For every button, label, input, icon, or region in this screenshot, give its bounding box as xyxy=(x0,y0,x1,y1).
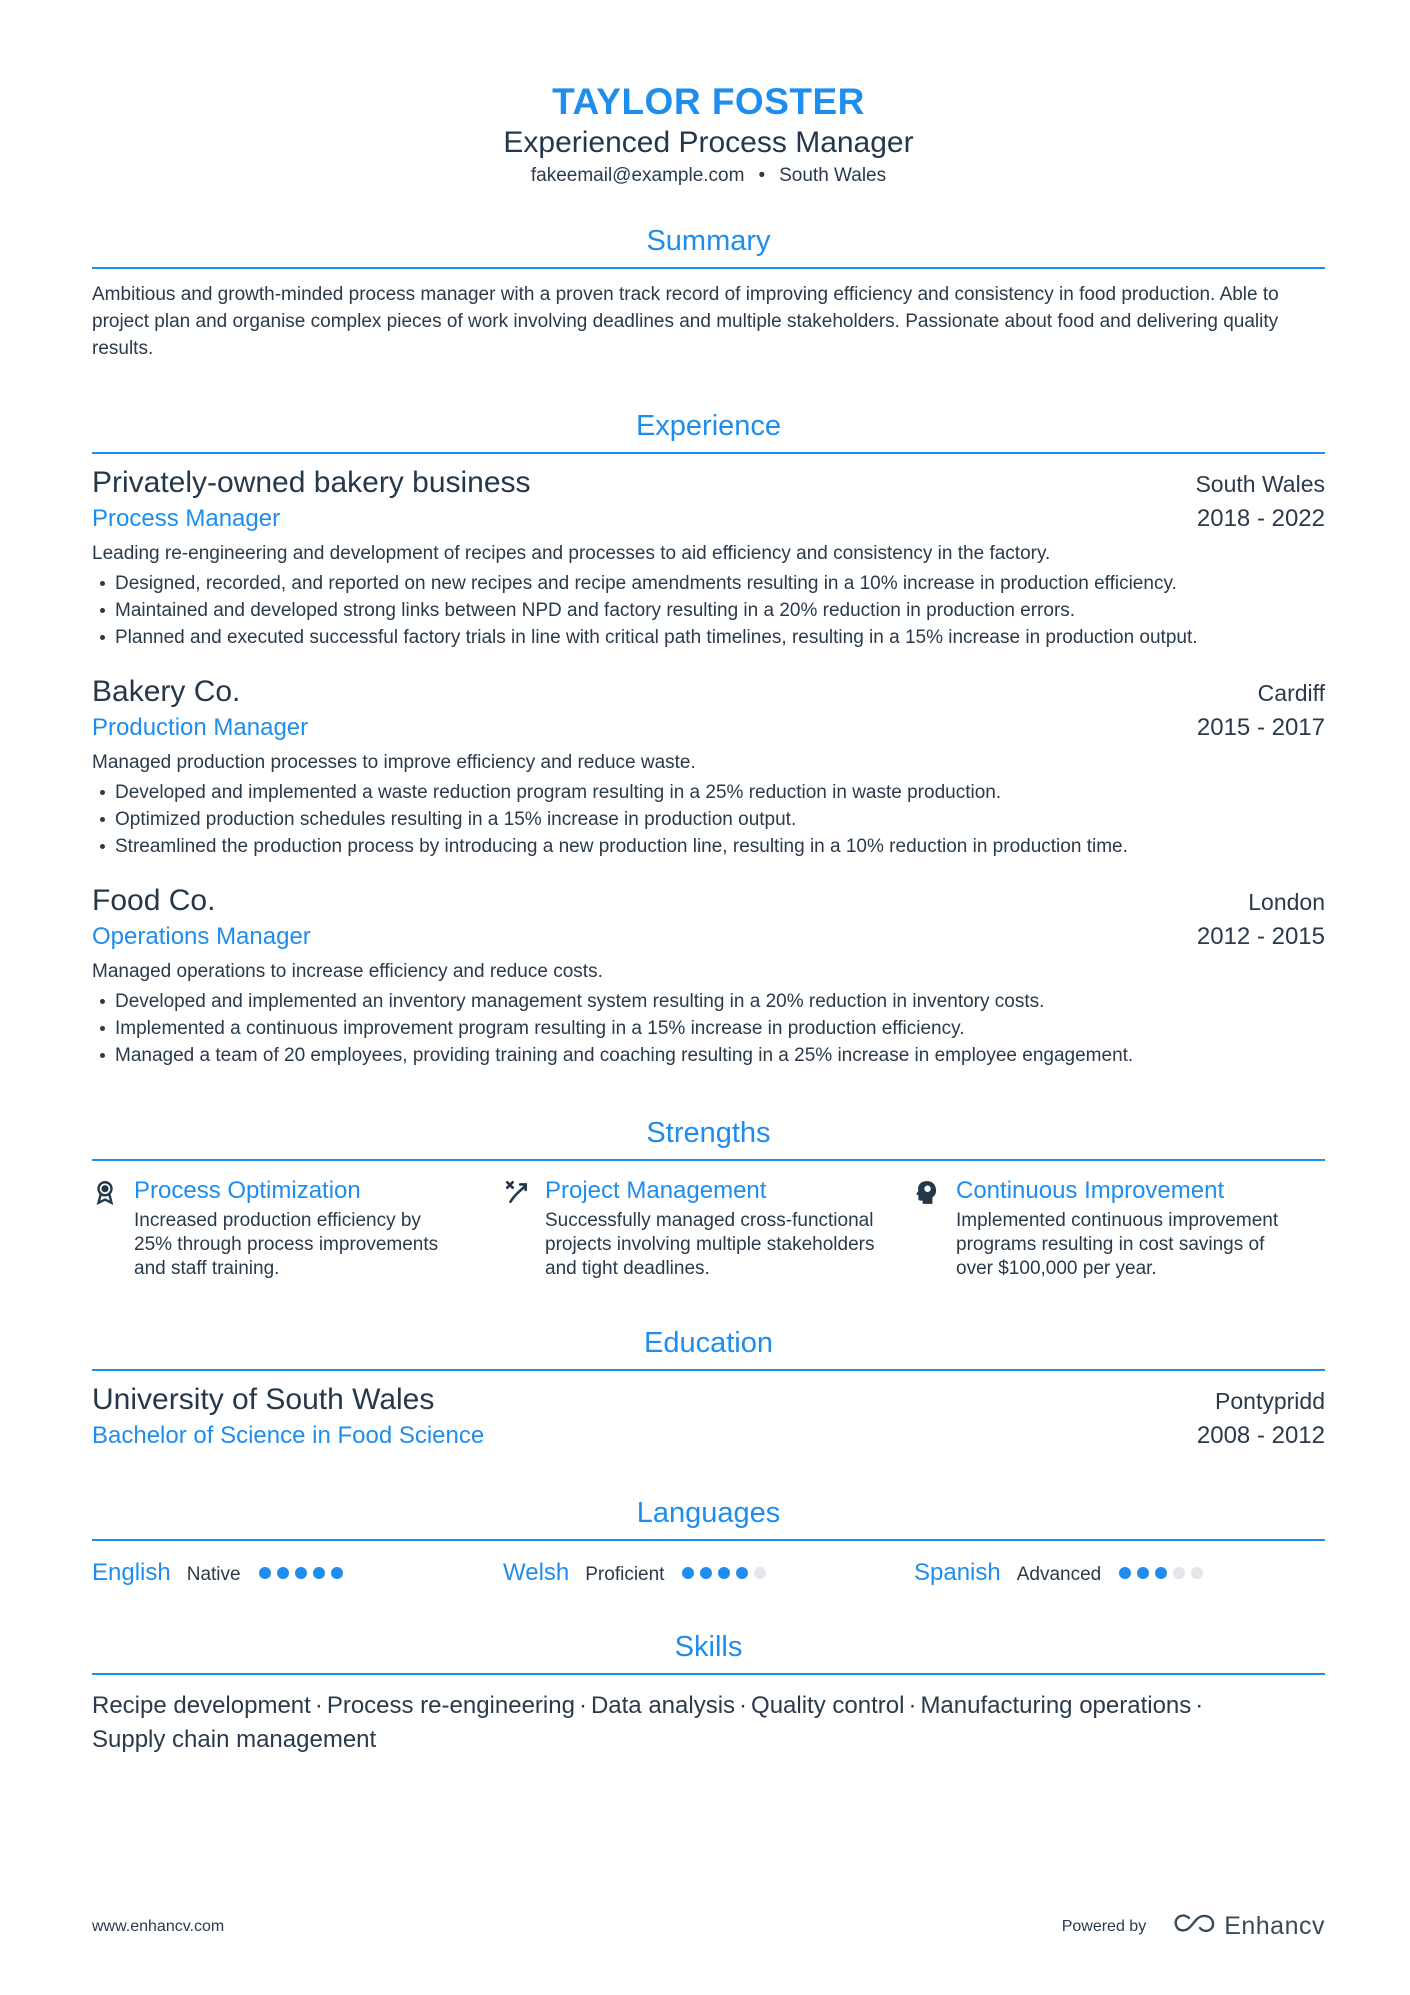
separator-dot: · xyxy=(739,1692,748,1719)
rating-dot xyxy=(1155,1567,1167,1579)
language-level: Advanced xyxy=(1016,1564,1102,1585)
language-rating xyxy=(259,1567,349,1579)
job-entry xyxy=(92,464,1325,651)
brand-name: Enhancv xyxy=(1224,1912,1325,1940)
list-item: Optimized production schedules resulting in a 15% increase in production output. xyxy=(92,806,1325,833)
languages-heading: Languages xyxy=(636,1497,781,1529)
skill-item: Manufacturing operations xyxy=(920,1692,1192,1719)
strength-item xyxy=(503,1175,914,1281)
job-role: Process Manager xyxy=(92,505,281,532)
job-location: South Wales xyxy=(1195,471,1325,497)
job-location: London xyxy=(1248,889,1325,915)
rating-dot xyxy=(277,1567,289,1579)
location-text: South Wales xyxy=(779,165,887,186)
resume-page xyxy=(92,0,1325,1757)
job-dates: 2012 - 2015 xyxy=(1196,923,1325,950)
skill-item: Data analysis xyxy=(590,1692,736,1719)
skills-section xyxy=(92,1629,1325,1757)
language-item xyxy=(503,1557,914,1589)
section-divider xyxy=(92,1673,1325,1675)
summary-heading: Summary xyxy=(646,225,771,257)
summary-section xyxy=(92,223,1325,362)
candidate-title: Experienced Process Manager xyxy=(503,126,914,159)
language-name: Welsh xyxy=(503,1559,570,1586)
school-name: University of South Wales xyxy=(92,1383,435,1416)
job-description: Leading re-engineering and development of recipes and processes to aid efficiency and consistency in the factory. xyxy=(92,543,1051,564)
language-rating xyxy=(682,1567,772,1579)
company-name: Privately-owned bakery business xyxy=(92,466,531,499)
job-description: Managed operations to increase efficiency and reduce costs. xyxy=(92,961,603,982)
rating-dot xyxy=(718,1567,730,1579)
language-item xyxy=(914,1557,1325,1589)
summary-text: Ambitious and growth-minded process manager with a proven track record of improving efficiency and consistency in food production. Able to project plan and organise complex pieces of work involving deadlines and multiple stakeholders. Passionate about food and delivering quality results. xyxy=(92,284,1279,359)
job-location: Cardiff xyxy=(1257,680,1325,706)
education-heading: Education xyxy=(644,1327,773,1359)
language-item xyxy=(92,1557,503,1589)
strength-title: Process Optimization xyxy=(134,1177,361,1204)
head-lightbulb-icon xyxy=(914,1175,956,1281)
job-dates: 2015 - 2017 xyxy=(1196,714,1325,741)
job-dates: 2018 - 2022 xyxy=(1196,505,1325,532)
rating-dot xyxy=(1119,1567,1131,1579)
language-rating xyxy=(1119,1567,1209,1579)
job-bullets xyxy=(92,988,1325,1069)
job-description: Managed production processes to improve efficiency and reduce waste. xyxy=(92,752,696,773)
job-entry xyxy=(92,882,1325,1069)
rating-dot xyxy=(1173,1567,1185,1579)
languages-section xyxy=(92,1495,1325,1589)
powered-by xyxy=(1062,1912,1325,1941)
rating-dot xyxy=(682,1567,694,1579)
resume-header xyxy=(92,80,1325,189)
job-entry xyxy=(92,673,1325,860)
rating-dot xyxy=(1191,1567,1203,1579)
rating-dot xyxy=(1137,1567,1149,1579)
rating-dot xyxy=(313,1567,325,1579)
rating-dot xyxy=(700,1567,712,1579)
list-item: Designed, recorded, and reported on new recipes and recipe amendments resulting in a 10% increase in production efficiency. xyxy=(92,570,1325,597)
skill-item: Process re-engineering xyxy=(326,1692,575,1719)
powered-by-label: Powered by xyxy=(1061,1917,1147,1935)
rating-dot xyxy=(259,1567,271,1579)
degree-name: Bachelor of Science in Food Science xyxy=(92,1422,485,1449)
list-item: Streamlined the production process by introducing a new production line, resulting in a 10% reduction in production time. xyxy=(92,833,1325,860)
page-footer xyxy=(92,1912,1325,1941)
strength-item xyxy=(92,1175,503,1281)
job-bullets xyxy=(92,570,1325,651)
skill-item: Supply chain management xyxy=(92,1726,377,1753)
rating-dot xyxy=(736,1567,748,1579)
strength-text: Increased production efficiency by 25% through process improvements and staff training. xyxy=(134,1210,439,1279)
experience-heading: Experience xyxy=(635,410,782,442)
skills-list xyxy=(92,1689,1325,1757)
candidate-name: TAYLOR FOSTER xyxy=(552,81,865,122)
language-level: Proficient xyxy=(585,1564,665,1585)
contact-line xyxy=(92,163,1325,189)
language-name: English xyxy=(92,1559,171,1586)
education-dates: 2008 - 2012 xyxy=(1196,1422,1325,1449)
separator-dot: • xyxy=(758,165,766,186)
strengths-section xyxy=(92,1115,1325,1281)
email-text[interactable]: fakeemail@example.com xyxy=(530,165,745,186)
job-role: Operations Manager xyxy=(92,923,311,950)
company-name: Food Co. xyxy=(92,884,216,917)
strength-text: Successfully managed cross-functional projects involving multiple stakeholders and tight deadlines. xyxy=(545,1210,875,1279)
section-divider xyxy=(92,452,1325,454)
list-item: Planned and executed successful factory trials in line with critical path timelines, resulting in a 15% increase in production output. xyxy=(92,624,1325,651)
list-item: Implemented a continuous improvement program resulting in a 15% increase in production efficiency. xyxy=(92,1015,1325,1042)
list-item: Developed and implemented a waste reduction program resulting in a 25% reduction in waste production. xyxy=(92,779,1325,806)
strength-title: Project Management xyxy=(545,1177,767,1204)
list-item: Managed a team of 20 employees, providing training and coaching resulting in a 25% increase in employee engagement. xyxy=(92,1042,1325,1069)
rating-dot xyxy=(295,1567,307,1579)
experience-section xyxy=(92,408,1325,1069)
section-divider xyxy=(92,267,1325,269)
company-name: Bakery Co. xyxy=(92,675,241,708)
enhancv-logo-icon xyxy=(1172,1912,1218,1941)
route-icon xyxy=(503,1175,545,1281)
skills-heading: Skills xyxy=(674,1631,743,1663)
separator-dot: · xyxy=(314,1692,323,1719)
section-divider xyxy=(92,1369,1325,1371)
award-icon xyxy=(92,1175,134,1281)
language-level: Native xyxy=(186,1564,241,1585)
rating-dot xyxy=(331,1567,343,1579)
strengths-heading: Strengths xyxy=(646,1117,771,1149)
education-section xyxy=(92,1325,1325,1453)
skill-item: Recipe development xyxy=(92,1692,311,1719)
footer-url[interactable]: www.enhancv.com xyxy=(92,1917,225,1935)
strength-item xyxy=(914,1175,1325,1281)
strength-text: Implemented continuous improvement programs resulting in cost savings of over $100,000 per year. xyxy=(956,1210,1279,1279)
language-name: Spanish xyxy=(914,1559,1001,1586)
job-role: Production Manager xyxy=(92,714,309,741)
separator-dot: · xyxy=(1195,1692,1204,1719)
job-bullets xyxy=(92,779,1325,860)
skill-item: Quality control xyxy=(751,1692,905,1719)
list-item: Maintained and developed strong links between NPD and factory resulting in a 20% reduction in production errors. xyxy=(92,597,1325,624)
section-divider xyxy=(92,1539,1325,1541)
separator-dot: · xyxy=(578,1692,587,1719)
rating-dot xyxy=(754,1567,766,1579)
list-item: Developed and implemented an inventory management system resulting in a 20% reduction in inventory costs. xyxy=(92,988,1325,1015)
separator-dot: · xyxy=(908,1692,917,1719)
section-divider xyxy=(92,1159,1325,1161)
school-location: Pontypridd xyxy=(1215,1388,1325,1414)
strength-title: Continuous Improvement xyxy=(956,1177,1225,1204)
